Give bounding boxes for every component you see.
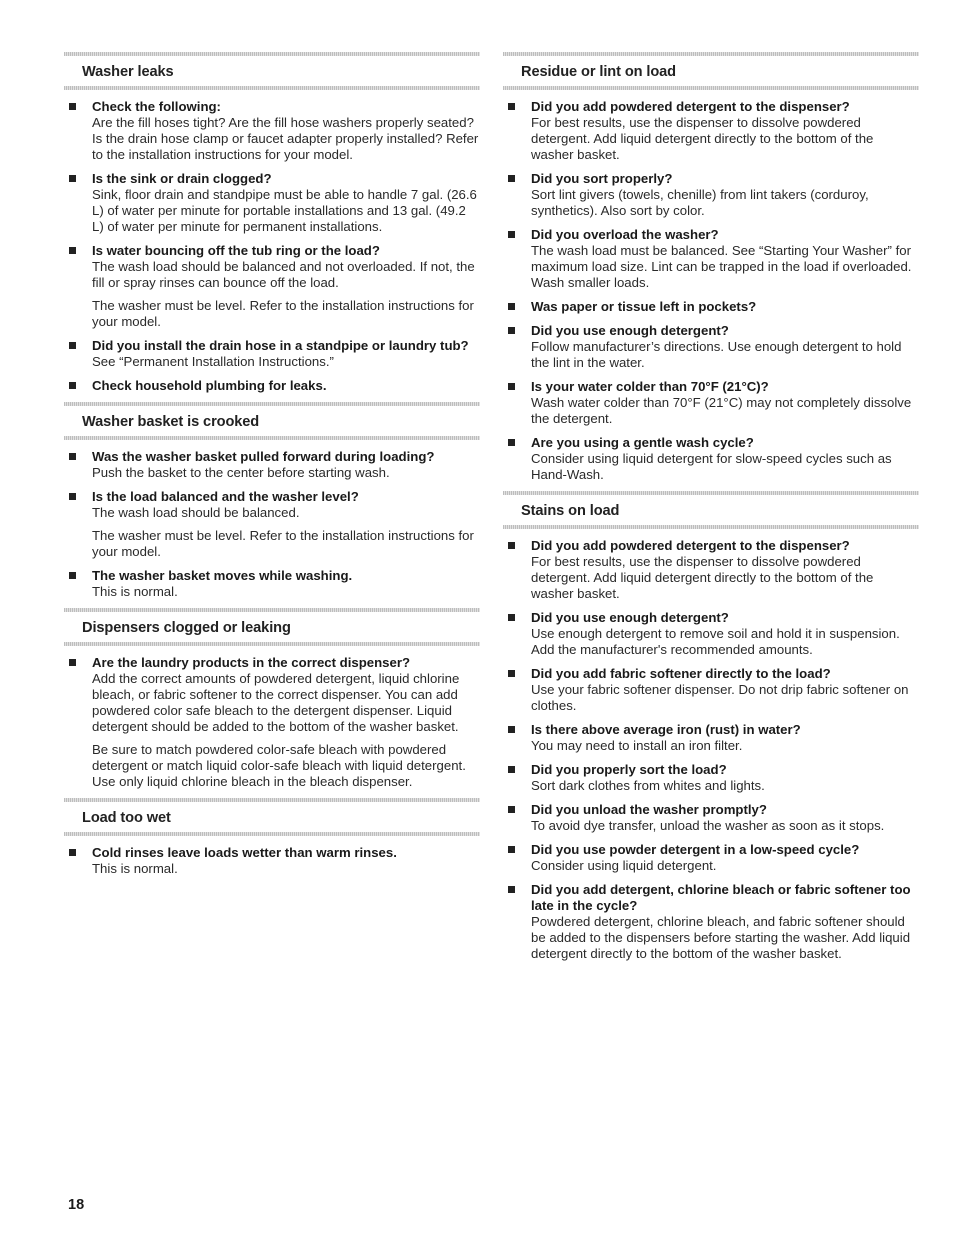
answer-text: Push the basket to the center before starting wash.	[92, 465, 390, 480]
square-bullet-icon	[69, 493, 76, 500]
question-text: The washer basket moves while washing.	[92, 568, 353, 583]
square-bullet-icon	[69, 247, 76, 254]
troubleshooting-list	[64, 646, 480, 790]
question-text: Did you add powdered detergent to the dispenser?	[531, 99, 850, 114]
question-text: Did you sort properly?	[531, 171, 673, 186]
answer-text: Add the correct amounts of powdered detergent, liquid chlorine bleach, or fabric softener to the correct dispenser. You can add powdered color safe bleach to the detergent dispenser. Liquid detergent should be added to the bottom of the washer basket.	[92, 671, 460, 734]
question-text: Check household plumbing for leaks.	[92, 378, 327, 393]
answer-text: The washer must be level. Refer to the installation instructions for your model.	[92, 298, 474, 329]
list-item	[64, 338, 480, 370]
answer-text: To avoid dye transfer, unload the washer as soon as it stops.	[531, 818, 885, 833]
answer-text: The washer must be level. Refer to the installation instructions for your model.	[92, 528, 474, 559]
section-header	[503, 52, 919, 90]
list-item	[503, 722, 919, 754]
question-text: Are the laundry products in the correct dispenser?	[92, 655, 411, 670]
square-bullet-icon	[508, 103, 515, 110]
answer-text: Follow manufacturer’s directions. Use enough detergent to hold the lint in the water.	[531, 339, 902, 370]
question-text: Did you use enough detergent?	[531, 323, 729, 338]
answer-text: Consider using liquid detergent for slow-speed cycles such as Hand-Wash.	[531, 451, 892, 482]
square-bullet-icon	[508, 806, 515, 813]
answer-text: This is normal.	[92, 861, 178, 876]
answer-text: Use enough detergent to remove soil and hold it in suspension. Add the manufacturer's recommended amounts.	[531, 626, 900, 657]
list-item	[503, 299, 919, 315]
list-item	[64, 378, 480, 394]
troubleshooting-list	[64, 90, 480, 394]
question-text: Cold rinses leave loads wetter than warm rinses.	[92, 845, 397, 860]
troubleshooting-list	[64, 440, 480, 600]
question-text: Did you overload the washer?	[531, 227, 719, 242]
question-text: Is the sink or drain clogged?	[92, 171, 272, 186]
square-bullet-icon	[508, 327, 515, 334]
section-title: Washer leaks	[82, 64, 174, 80]
list-item	[64, 99, 480, 163]
list-item	[64, 171, 480, 235]
question-text: Did you add powdered detergent to the dispenser?	[531, 538, 850, 553]
answer-text: This is normal.	[92, 584, 178, 599]
section-header	[64, 608, 480, 646]
section-stains-on-load	[503, 491, 919, 962]
square-bullet-icon	[69, 342, 76, 349]
question-text: Is your water colder than 70°F (21°C)?	[531, 379, 769, 394]
question-text: Did you add fabric softener directly to the load?	[531, 666, 831, 681]
left-column	[64, 52, 480, 885]
square-bullet-icon	[69, 659, 76, 666]
list-item	[503, 666, 919, 714]
question-text: Is water bouncing off the tub ring or the load?	[92, 243, 380, 258]
answer-text: Sort dark clothes from whites and lights.	[531, 778, 765, 793]
question-text: Was paper or tissue left in pockets?	[531, 299, 757, 314]
section-header	[64, 798, 480, 836]
square-bullet-icon	[508, 439, 515, 446]
square-bullet-icon	[508, 175, 515, 182]
question-text: Was the washer basket pulled forward during loading?	[92, 449, 435, 464]
section-title: Residue or lint on load	[521, 64, 676, 80]
square-bullet-icon	[508, 303, 515, 310]
question-text: Is the load balanced and the washer level?	[92, 489, 359, 504]
list-item	[64, 243, 480, 330]
square-bullet-icon	[508, 846, 515, 853]
answer-text: The wash load should be balanced and not overloaded. If not, the fill or spray rinses can bounce off the load.	[92, 259, 475, 290]
section-title: Dispensers clogged or leaking	[82, 620, 291, 636]
answer-text: See “Permanent Installation Instructions.”	[92, 354, 334, 369]
question-text: Check the following:	[92, 99, 221, 114]
answer-text: The wash load must be balanced. See “Starting Your Washer” for maximum load size. Lint can be trapped in the load if overloaded. Wash smaller loads.	[531, 243, 912, 290]
answer-text: Use your fabric softener dispenser. Do not drip fabric softener on clothes.	[531, 682, 909, 713]
section-title: Load too wet	[82, 810, 171, 826]
square-bullet-icon	[508, 766, 515, 773]
answer-text: Consider using liquid detergent.	[531, 858, 717, 873]
list-item	[503, 842, 919, 874]
answer-text: Are the fill hoses tight? Are the fill hose washers properly seated? Is the drain hose clamp or faucet adapter properly installed? Refer to the installation instructions for your model.	[92, 115, 479, 162]
section-washer-basket-is-crooked	[64, 402, 480, 600]
answer-text: You may need to install an iron filter.	[531, 738, 743, 753]
section-title: Washer basket is crooked	[82, 414, 260, 430]
square-bullet-icon	[69, 572, 76, 579]
square-bullet-icon	[508, 886, 515, 893]
list-item	[64, 449, 480, 481]
square-bullet-icon	[508, 383, 515, 390]
square-bullet-icon	[69, 382, 76, 389]
question-text: Did you use enough detergent?	[531, 610, 729, 625]
list-item	[64, 845, 480, 877]
list-item	[503, 882, 919, 962]
answer-text: For best results, use the dispenser to dissolve powdered detergent. Add liquid detergent directly to the bottom of the washer basket.	[531, 115, 874, 162]
answer-text: For best results, use the dispenser to dissolve powdered detergent. Add liquid detergent directly to the bottom of the washer basket.	[531, 554, 874, 601]
list-item	[503, 379, 919, 427]
troubleshooting-list	[64, 836, 480, 877]
section-washer-leaks	[64, 52, 480, 394]
square-bullet-icon	[508, 726, 515, 733]
list-item	[503, 435, 919, 483]
question-text: Did you use powder detergent in a low-speed cycle?	[531, 842, 860, 857]
section-residue-or-lint-on-load	[503, 52, 919, 483]
question-text: Did you install the drain hose in a standpipe or laundry tub?	[92, 338, 469, 353]
answer-text: Powdered detergent, chlorine bleach, and fabric softener should be added to the dispensers before starting the washer. Add liquid detergent directly to the bottom of the washer basket.	[531, 914, 911, 961]
square-bullet-icon	[508, 231, 515, 238]
list-item	[64, 489, 480, 560]
question-text: Did you add detergent, chlorine bleach or fabric softener too late in the cycle?	[531, 882, 911, 913]
square-bullet-icon	[69, 849, 76, 856]
question-text: Did you properly sort the load?	[531, 762, 727, 777]
list-item	[503, 610, 919, 658]
list-item	[64, 655, 480, 790]
section-header	[64, 52, 480, 90]
question-text: Did you unload the washer promptly?	[531, 802, 767, 817]
square-bullet-icon	[69, 453, 76, 460]
section-title: Stains on load	[521, 503, 620, 519]
page-number: 18	[68, 1197, 85, 1213]
square-bullet-icon	[508, 542, 515, 549]
question-text: Are you using a gentle wash cycle?	[531, 435, 754, 450]
square-bullet-icon	[69, 175, 76, 182]
list-item	[503, 171, 919, 219]
list-item	[503, 762, 919, 794]
square-bullet-icon	[508, 670, 515, 677]
troubleshooting-list	[503, 529, 919, 962]
right-column	[503, 52, 919, 970]
section-dispensers-clogged-or-leaking	[64, 608, 480, 790]
square-bullet-icon	[508, 614, 515, 621]
answer-text: Sink, floor drain and standpipe must be able to handle 7 gal. (26.6 L) of water per minute for portable installations and 13 gal. (49.2 L) of water per minute for permanent installations.	[92, 187, 477, 234]
question-text: Is there above average iron (rust) in water?	[531, 722, 801, 737]
troubleshooting-list	[503, 90, 919, 483]
list-item	[503, 99, 919, 163]
answer-text: Sort lint givers (towels, chenille) from lint takers (corduroy, synthetics). Also sort by color.	[531, 187, 869, 218]
section-header	[503, 491, 919, 529]
section-load-too-wet	[64, 798, 480, 877]
list-item	[503, 227, 919, 291]
answer-text: Wash water colder than 70°F (21°C) may not completely dissolve the detergent.	[531, 395, 912, 426]
list-item	[503, 323, 919, 371]
list-item	[64, 568, 480, 600]
answer-text: The wash load should be balanced.	[92, 505, 300, 520]
list-item	[503, 802, 919, 834]
section-header	[64, 402, 480, 440]
answer-text: Be sure to match powdered color-safe bleach with powdered detergent or match liquid color-safe bleach with liquid detergent. Use only liquid chlorine bleach in the bleach dispenser.	[92, 742, 466, 789]
list-item	[503, 538, 919, 602]
square-bullet-icon	[69, 103, 76, 110]
